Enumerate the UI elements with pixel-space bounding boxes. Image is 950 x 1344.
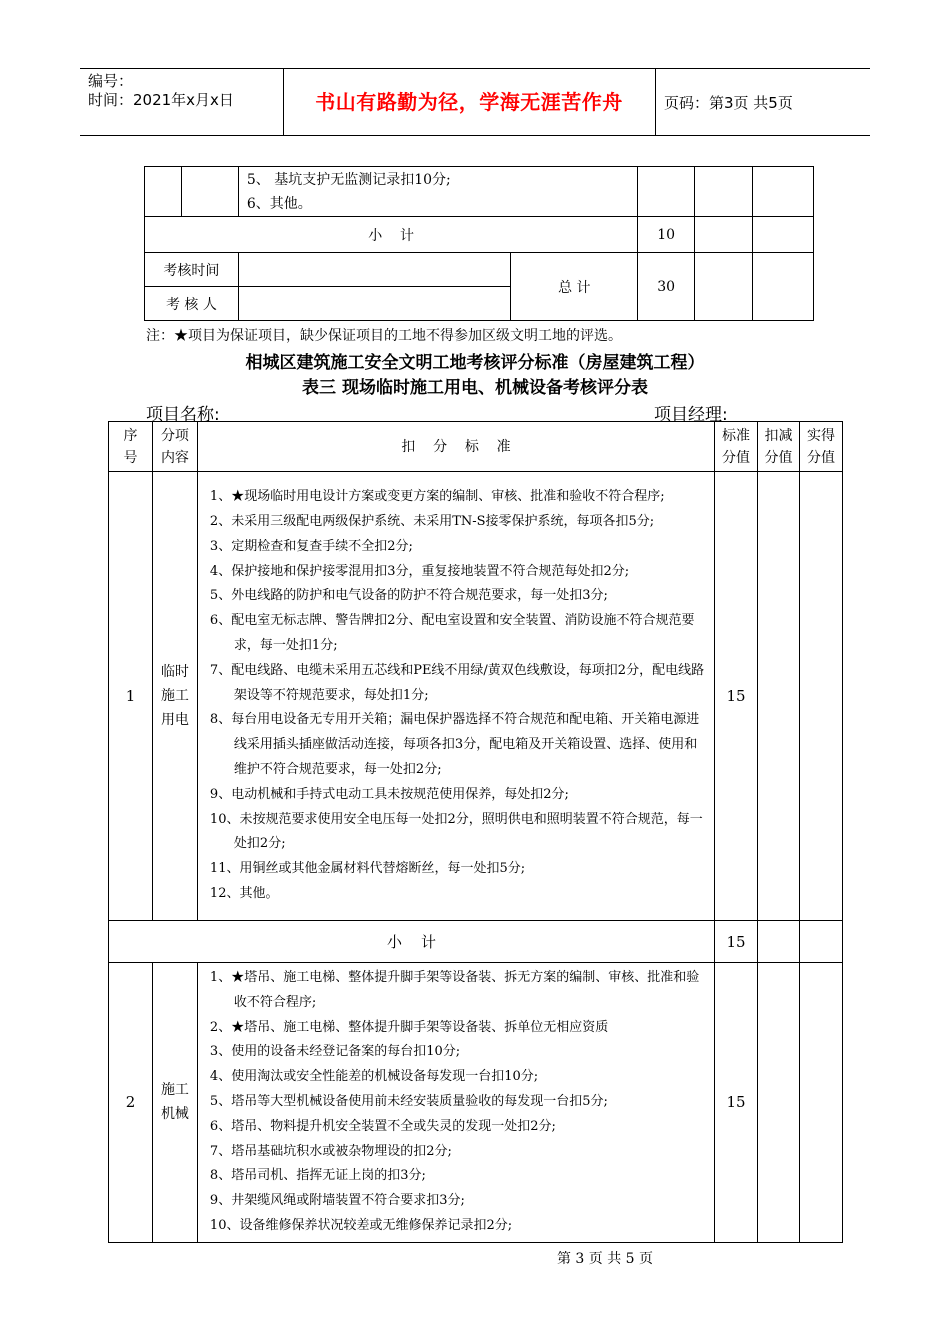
subtotal-actual-cell[interactable] xyxy=(799,921,842,963)
scoring-table xyxy=(108,421,843,1243)
criteria-list xyxy=(197,472,714,921)
subtotal-label: 小 计 xyxy=(145,217,638,253)
criteria-item: 9、井架缆风绳或附墙装置不符合要求扣3分; xyxy=(209,1193,465,1209)
table-row xyxy=(145,167,814,217)
criteria-item: 6、其他。 xyxy=(246,195,312,212)
header-standard: 标准分值 xyxy=(715,422,758,472)
document-date: 时间：2021年x月x日 xyxy=(88,91,234,109)
total-value: 30 xyxy=(638,253,695,321)
criteria-item: 12、其他。 xyxy=(209,885,279,901)
criteria-item: 7、塔吊基础坑积水或被杂物埋设的扣2分; xyxy=(209,1143,452,1159)
review-time-label: 考核时间 xyxy=(145,253,239,287)
criteria-item: 8、塔吊司机、指挥无证上岗的扣3分; xyxy=(209,1168,426,1184)
criteria-item: 6、配电室无标志牌、警告牌扣2分、配电室设置和安全装置、消防设施不符合规范要求，每一处扣1分; xyxy=(209,613,695,653)
criteria-item: 2、未采用三级配电两级保护系统、未采用TN-S接零保护系统，每项各扣5分; xyxy=(209,514,655,530)
deduct-cell xyxy=(695,167,753,217)
subtotal-value: 15 xyxy=(715,921,758,963)
criteria-item: 5、塔吊等大型机械设备使用前未经安装质量验收的每发现一台扣5分; xyxy=(209,1093,608,1109)
criteria-item: 7、配电线路、电缆未采用五芯线和PE线不用绿/黄双色线敷设，每项扣2分，配电线路架设等不符规范要求，每处扣1分; xyxy=(209,662,705,703)
total-label: 总 计 xyxy=(511,253,638,321)
project-manager-label: 项目经理: xyxy=(654,405,728,425)
criteria-item: 1、★现场临时用电设计方案或变更方案的编制、审核、批准和验收不符合程序; xyxy=(209,489,665,505)
criteria-item: 9、电动机械和手持式电动工具未按规范使用保养，每处扣2分; xyxy=(209,786,569,802)
section-category: 施工机械 xyxy=(152,963,197,1243)
header-bottom-rule xyxy=(80,135,870,136)
category-cell xyxy=(181,167,238,217)
criteria-item: 10、未按规范要求使用安全电压每一处扣2分，照明供电和照明装置不符合规范，每一处扣2分; xyxy=(209,811,703,852)
actual-score-cell[interactable] xyxy=(799,963,842,1243)
page-footer: 第 3 页 共 5 页 xyxy=(556,1251,654,1267)
subtotal-row xyxy=(145,217,814,253)
subtotal-label: 小 计 xyxy=(109,921,715,963)
actual-score-cell[interactable] xyxy=(799,472,842,921)
page-info: 页码：第3页 共5页 xyxy=(664,94,793,112)
reviewer-input[interactable] xyxy=(238,287,511,321)
total-actual-cell xyxy=(753,253,814,321)
subtotal-value: 10 xyxy=(638,217,695,253)
criteria-item: 10、设备维修保养状况较差或无维修保养记录扣2分; xyxy=(209,1217,513,1233)
criteria-list xyxy=(197,963,714,1243)
subtotal-deduct-cell[interactable] xyxy=(757,921,799,963)
header-actual: 实得分值 xyxy=(799,422,842,472)
seq-cell xyxy=(145,167,182,217)
review-time-row xyxy=(145,253,814,287)
project-name-label: 项目名称: xyxy=(146,405,220,425)
deduct-cell xyxy=(695,217,753,253)
previous-table-continuation xyxy=(144,166,814,321)
header-seq: 序号 xyxy=(109,422,153,472)
section-category: 临时施工用电 xyxy=(152,472,197,921)
section-seq: 1 xyxy=(109,472,153,921)
actual-cell xyxy=(753,167,814,217)
section-row-machinery xyxy=(109,963,843,1243)
standard-score: 15 xyxy=(715,472,758,921)
review-time-input[interactable] xyxy=(238,253,511,287)
criteria-item: 5、外电线路的防护和电气设备的防护不符合规范要求，每一处扣3分; xyxy=(209,588,608,604)
criteria-item: 11、用铜丝或其他金属材料代替熔断丝，每一处扣5分; xyxy=(209,861,526,877)
header-deduct: 扣减分值 xyxy=(757,422,799,472)
criteria-cell xyxy=(238,167,637,217)
reviewer-label: 考 核 人 xyxy=(145,287,239,321)
actual-cell xyxy=(753,217,814,253)
header-divider-right xyxy=(655,68,656,136)
header-top-rule xyxy=(80,68,870,69)
table-title: 表三 现场临时施工用电、机械设备考核评分表 xyxy=(302,378,648,398)
header-row xyxy=(109,422,843,472)
deduct-score-cell[interactable] xyxy=(757,963,799,1243)
criteria-item: 1、★塔吊、施工电梯、整体提升脚手架等设备装、拆无方案的编制、审核、批准和验收不符合程序; xyxy=(209,970,700,1010)
section-row-electricity xyxy=(109,472,843,921)
criteria-item: 5、 基坑支护无监测记录扣10分; xyxy=(246,171,451,188)
header-category: 分项内容 xyxy=(152,422,197,472)
criteria-item: 3、使用的设备未经登记备案的每台扣10分; xyxy=(209,1044,461,1060)
standard-cell xyxy=(638,167,695,217)
criteria-item: 4、使用淘汰或安全性能差的机械设备每发现一台扣10分; xyxy=(209,1069,539,1085)
section-seq: 2 xyxy=(109,963,153,1243)
total-deduct-cell xyxy=(695,253,753,321)
criteria-item: 8、每台用电设备无专用开关箱；漏电保护器选择不符合规范和配电箱、开关箱电源进线采用插头插座做活动连接，每项各扣3分，配电箱及开关箱设置、选择、使用和维护不符合规范要求，每一处扣2分; xyxy=(209,712,700,777)
criteria-item: 6、塔吊、物料提升机安全装置不全或失灵的发现一处扣2分; xyxy=(209,1118,556,1134)
motto-banner: 书山有路勤为径，学海无涯苦作舟 xyxy=(315,90,623,114)
header-criteria: 扣 分 标 准 xyxy=(197,422,714,472)
deduct-score-cell[interactable] xyxy=(757,472,799,921)
document-title: 相城区建筑施工安全文明工地考核评分标准（房屋建筑工程） xyxy=(245,353,705,373)
criteria-item: 3、定期检查和复查手续不全扣2分; xyxy=(209,538,413,554)
document-number: 编号： xyxy=(88,72,134,90)
criteria-item: 4、保护接地和保护接零混用扣3分，重复接地装置不符合规范每处扣2分; xyxy=(209,563,630,579)
note-text: 注：★项目为保证项目，缺少保证项目的工地不得参加区级文明工地的评选。 xyxy=(146,328,622,344)
subtotal-row xyxy=(109,921,843,963)
standard-score: 15 xyxy=(715,963,758,1243)
criteria-item: 2、★塔吊、施工电梯、整体提升脚手架等设备装、拆单位无相应资质 xyxy=(209,1019,609,1035)
